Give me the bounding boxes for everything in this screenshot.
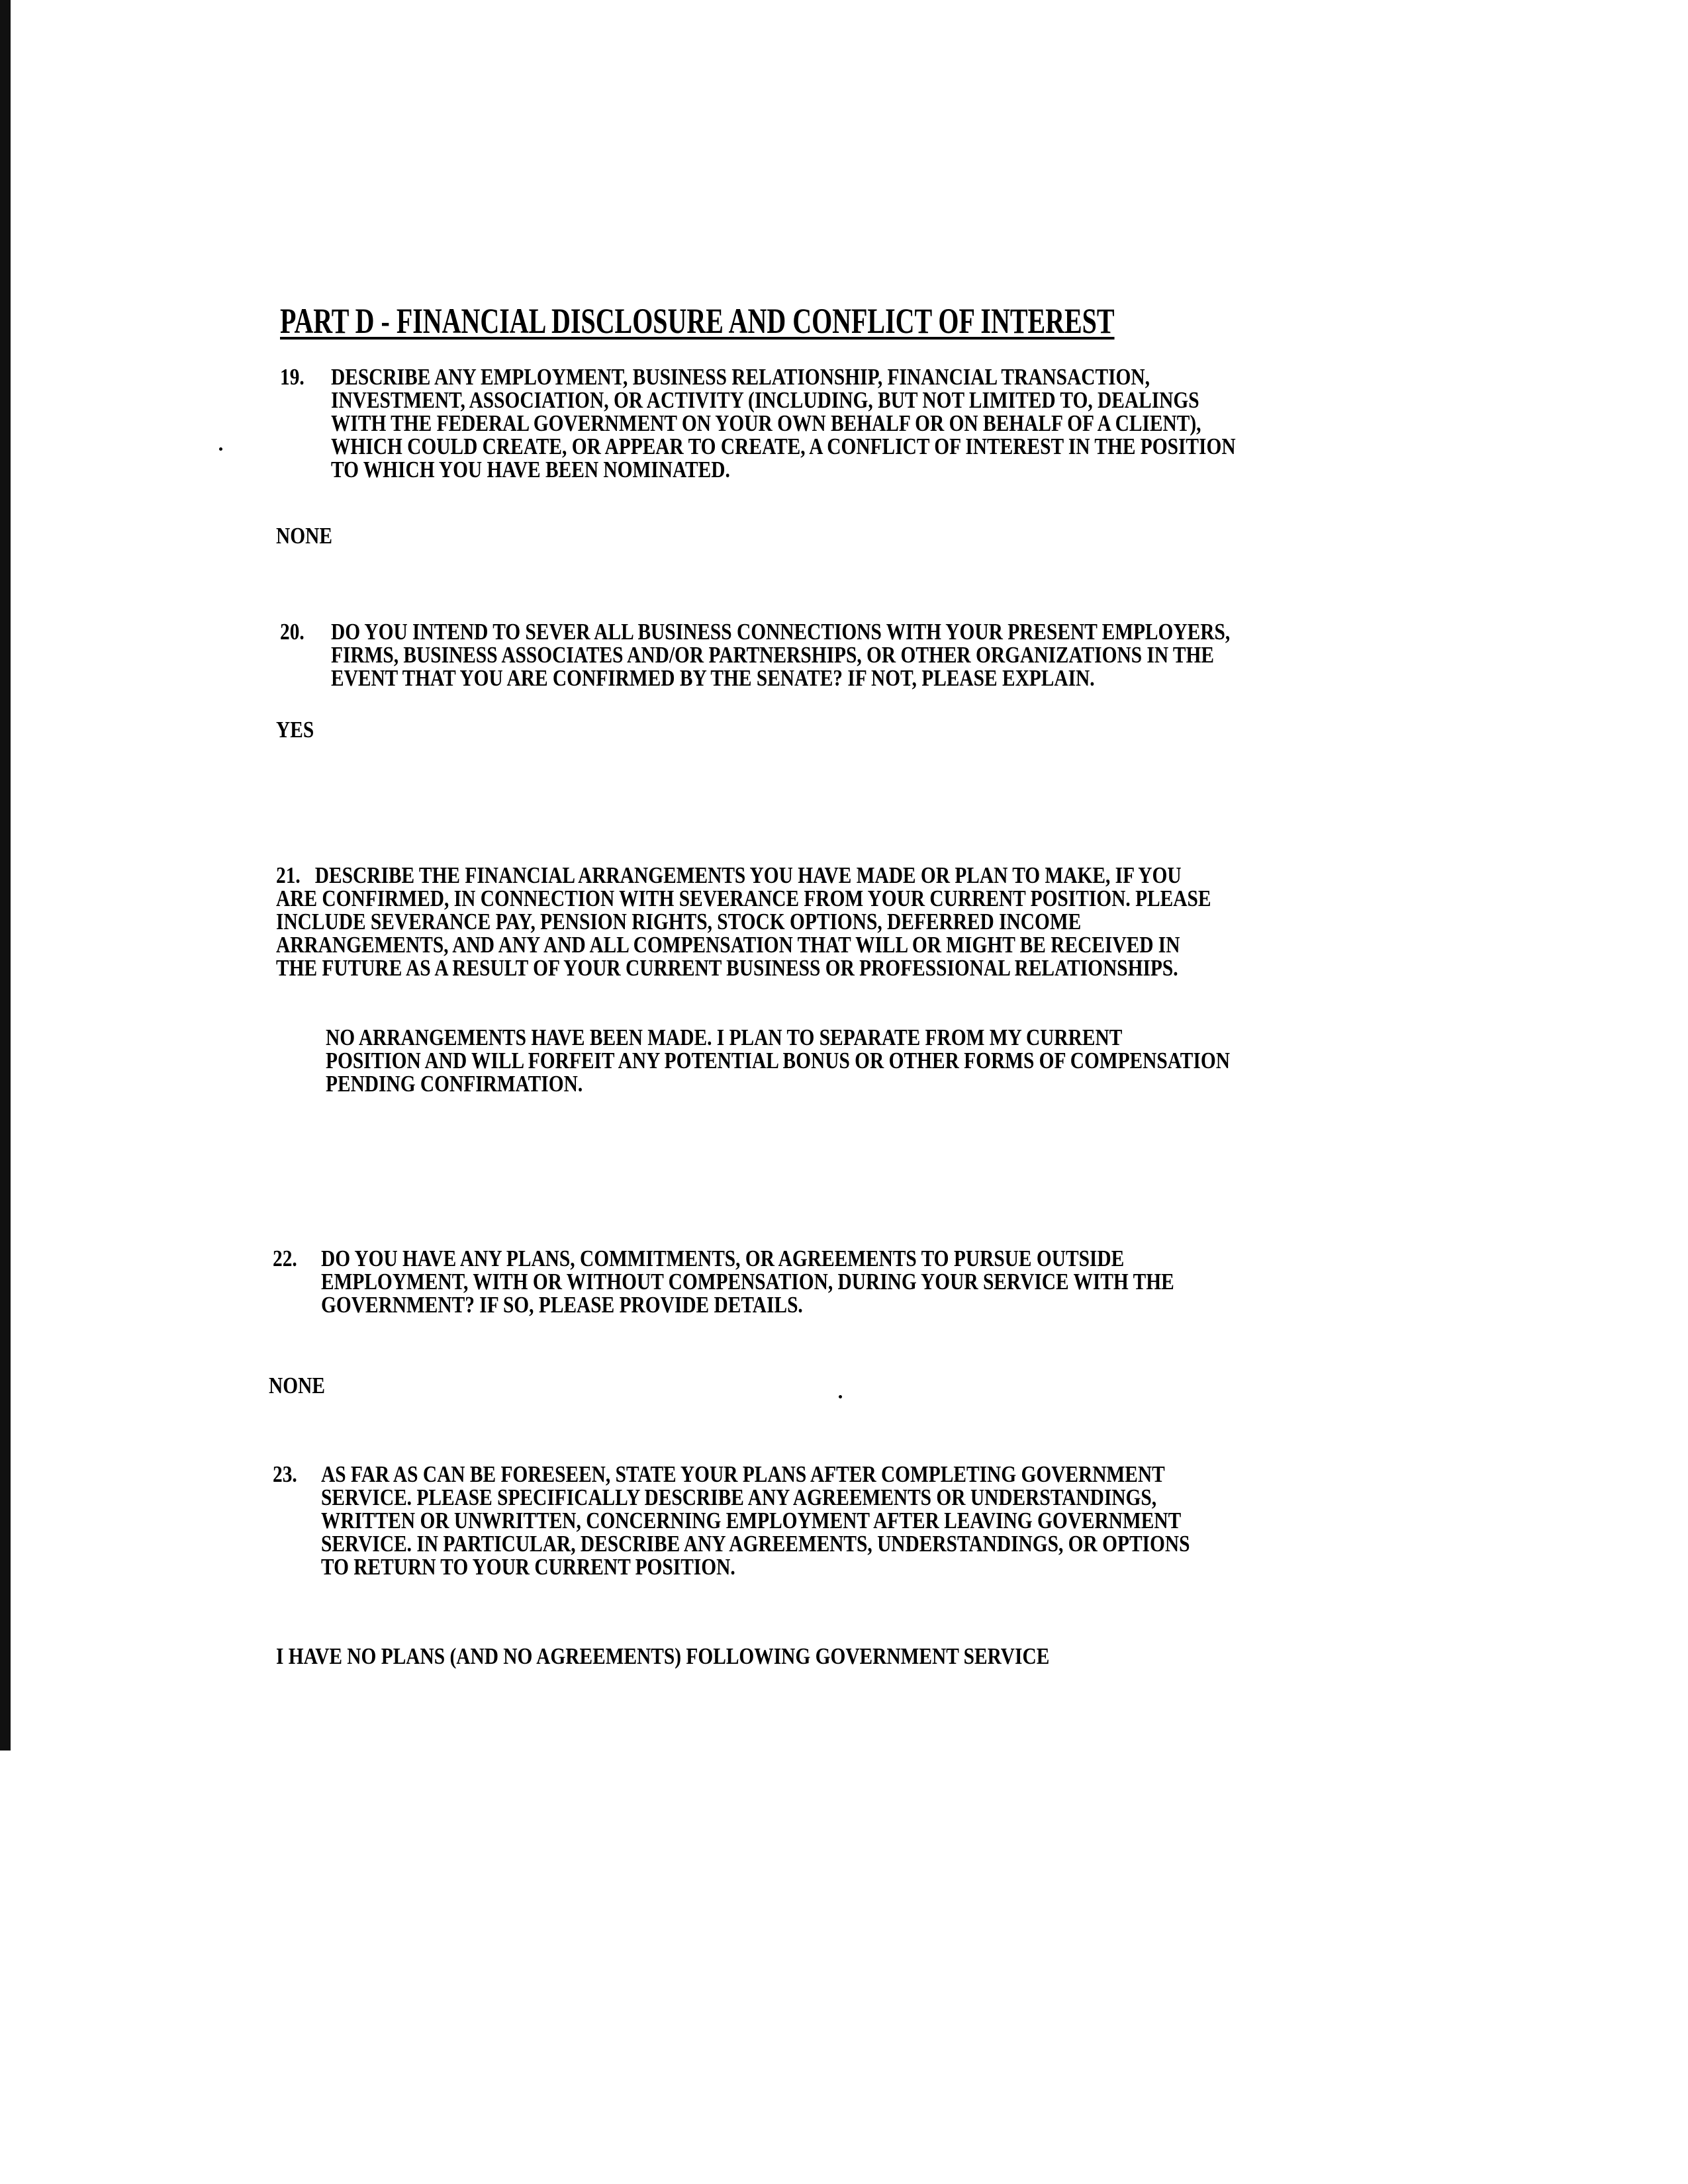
answer-19: NONE xyxy=(276,523,332,549)
question-line: ARRANGEMENTS, AND ANY AND ALL COMPENSATION THAT WILL OR MIGHT BE RECEIVED IN xyxy=(276,932,1180,958)
question-line: ARE CONFIRMED, IN CONNECTION WITH SEVERANCE FROM YOUR CURRENT POSITION. PLEASE xyxy=(276,886,1211,911)
question-number: 21. xyxy=(276,862,301,888)
question-line: TO WHICH YOU HAVE BEEN NOMINATED. xyxy=(331,457,730,482)
question-line: THE FUTURE AS A RESULT OF YOUR CURRENT BUSINESS OR PROFESSIONAL RELATIONSHIPS. xyxy=(276,955,1178,981)
question-line: WHICH COULD CREATE, OR APPEAR TO CREATE, A CONFLICT OF INTEREST IN THE POSITION xyxy=(331,433,1236,459)
question-20 xyxy=(331,620,1230,690)
question-line: SERVICE. PLEASE SPECIFICALLY DESCRIBE ANY AGREEMENTS OR UNDERSTANDINGS, xyxy=(321,1484,1157,1510)
question-line: DESCRIBE ANY EMPLOYMENT, BUSINESS RELATIONSHIP, FINANCIAL TRANSACTION, xyxy=(331,364,1150,390)
question-line: SERVICE. IN PARTICULAR, DESCRIBE ANY AGREEMENTS, UNDERSTANDINGS, OR OPTIONS xyxy=(321,1531,1190,1557)
question-line: WITH THE FEDERAL GOVERNMENT ON YOUR OWN BEHALF OR ON BEHALF OF A CLIENT), xyxy=(331,410,1201,436)
question-line: TO RETURN TO YOUR CURRENT POSITION. xyxy=(321,1554,735,1580)
answer-line: PENDING CONFIRMATION. xyxy=(326,1071,583,1097)
question-number: 23. xyxy=(273,1461,297,1487)
question-number: 20. xyxy=(280,619,305,645)
question-19 xyxy=(331,365,1236,481)
answer-line: NO ARRANGEMENTS HAVE BEEN MADE. I PLAN TO SEPARATE FROM MY CURRENT xyxy=(326,1024,1123,1050)
page-title: PART D - FINANCIAL DISCLOSURE AND CONFLICT OF INTEREST xyxy=(280,301,1115,341)
question-line: DO YOU INTEND TO SEVER ALL BUSINESS CONNECTIONS WITH YOUR PRESENT EMPLOYERS, xyxy=(331,619,1231,645)
question-22 xyxy=(321,1247,1174,1316)
answer-23: I HAVE NO PLANS (AND NO AGREEMENTS) FOLLOWING GOVERNMENT SERVICE xyxy=(276,1643,1050,1669)
question-line: EMPLOYMENT, WITH OR WITHOUT COMPENSATION, DURING YOUR SERVICE WITH THE xyxy=(321,1269,1174,1295)
question-line: GOVERNMENT? IF SO, PLEASE PROVIDE DETAILS. xyxy=(321,1292,803,1318)
answer-21 xyxy=(326,1026,1230,1095)
question-number: 19. xyxy=(280,364,305,390)
question-number: 22. xyxy=(273,1246,297,1271)
question-23 xyxy=(321,1463,1190,1578)
question-line xyxy=(276,864,1211,887)
question-line: FIRMS, BUSINESS ASSOCIATES AND/OR PARTNERSHIPS, OR OTHER ORGANIZATIONS IN THE xyxy=(331,642,1214,668)
question-21 xyxy=(276,864,1211,979)
scan-speck xyxy=(219,447,222,451)
answer-line: POSITION AND WILL FORFEIT ANY POTENTIAL BONUS OR OTHER FORMS OF COMPENSATION xyxy=(326,1048,1230,1073)
question-line: WRITTEN OR UNWRITTEN, CONCERNING EMPLOYMENT AFTER LEAVING GOVERNMENT xyxy=(321,1508,1182,1533)
scan-speck xyxy=(839,1395,842,1398)
answer-20: YES xyxy=(276,717,314,743)
question-line-text: DESCRIBE THE FINANCIAL ARRANGEMENTS YOU HAVE MADE OR PLAN TO MAKE, IF YOU xyxy=(314,862,1182,888)
scan-edge xyxy=(0,0,11,1751)
question-line: INVESTMENT, ASSOCIATION, OR ACTIVITY (INCLUDING, BUT NOT LIMITED TO, DEALINGS xyxy=(331,387,1199,413)
answer-22: NONE xyxy=(269,1373,325,1398)
question-line: INCLUDE SEVERANCE PAY, PENSION RIGHTS, STOCK OPTIONS, DEFERRED INCOME xyxy=(276,909,1082,934)
question-line: AS FAR AS CAN BE FORESEEN, STATE YOUR PLANS AFTER COMPLETING GOVERNMENT xyxy=(321,1461,1165,1487)
question-line: EVENT THAT YOU ARE CONFIRMED BY THE SENATE? IF NOT, PLEASE EXPLAIN. xyxy=(331,665,1095,691)
question-line: DO YOU HAVE ANY PLANS, COMMITMENTS, OR AGREEMENTS TO PURSUE OUTSIDE xyxy=(321,1246,1125,1271)
